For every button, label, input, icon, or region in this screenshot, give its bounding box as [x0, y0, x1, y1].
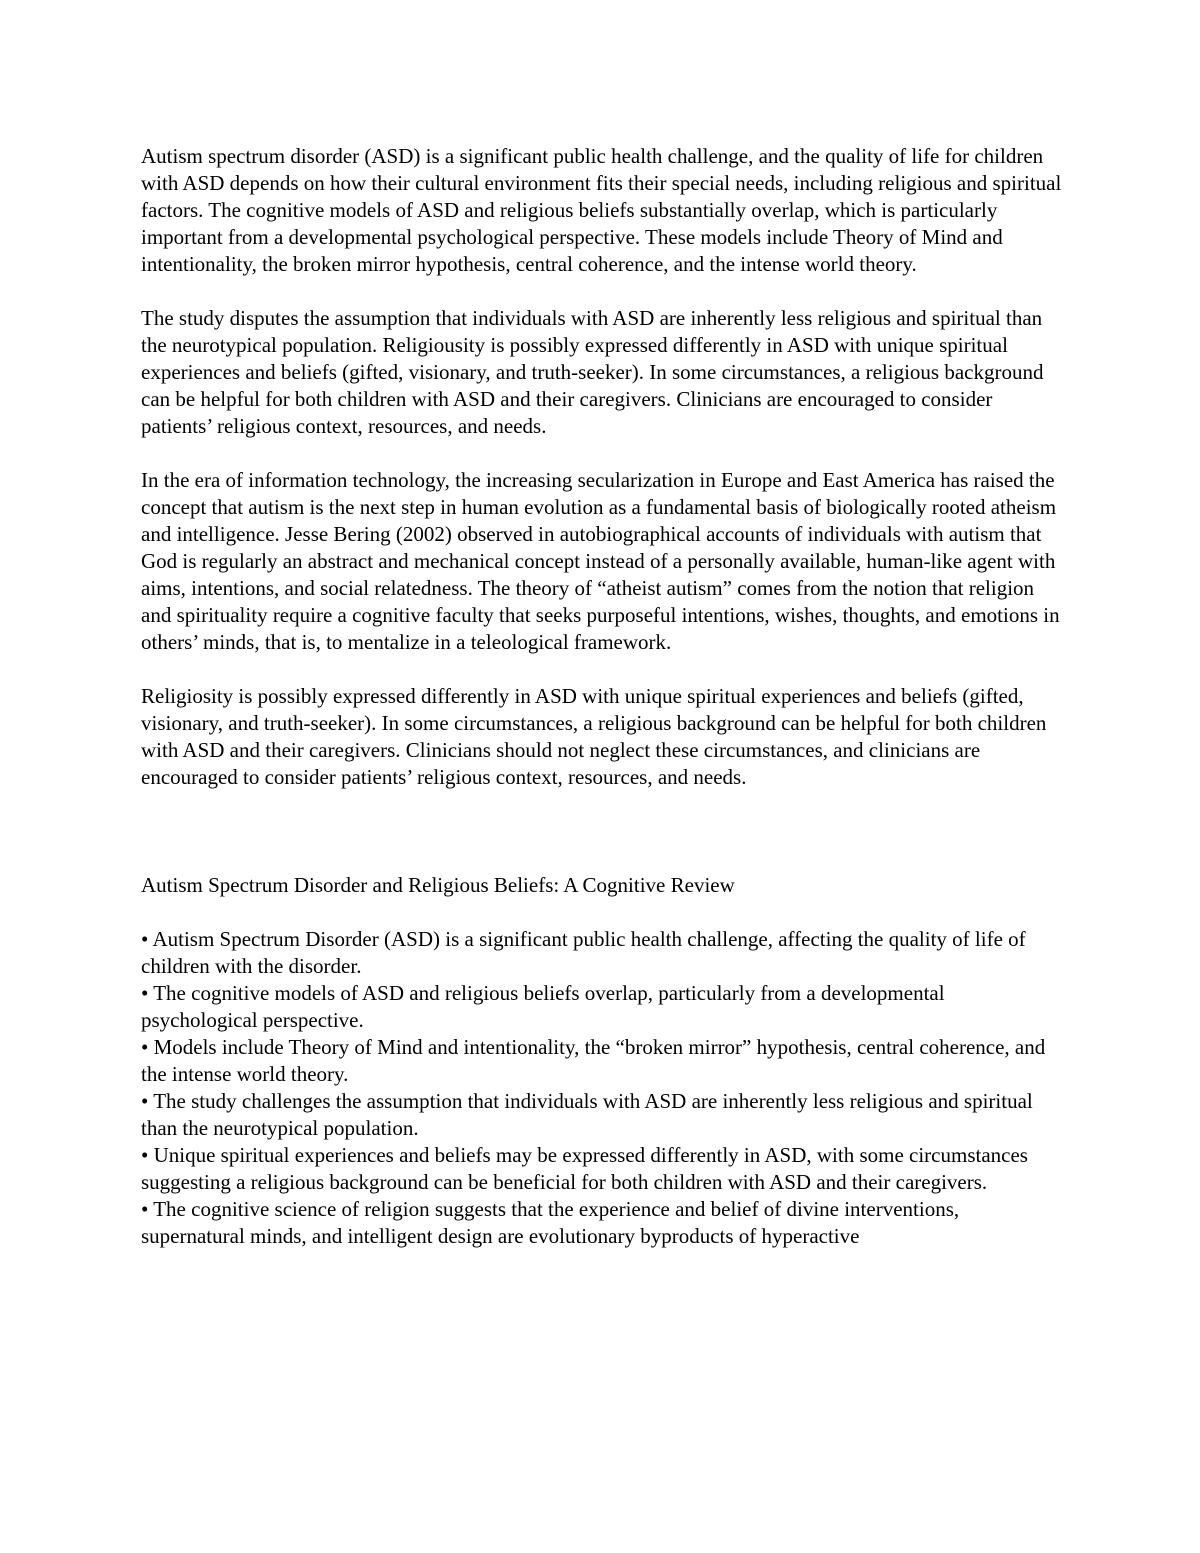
paragraph-3: In the era of information technology, the increasing secularization in Europe and East America has raised the concept that autism is the next step in human evolution as a fundamental basis of biologically rooted atheism and intelligence. Jesse Bering (2002) observed in autobiographical accounts of individuals with autism that God is regularly an abstract and mechanical concept instead of a personally available, human-like agent with aims, intentions, and social relatedness. The theory of “atheist autism” comes from the notion that religion and spirituality require a cognitive faculty that seeks purposeful intentions, wishes, thoughts, and emotions in others’ minds, that is, to mentalize in a teleological framework. [141, 468, 1060, 654]
paragraph-2: The study disputes the assumption that individuals with ASD are inherently less religious and spiritual than the neurotypical population. Religiousity is possibly expressed differently in ASD with unique spiritual experiences and beliefs (gifted, visionary, and truth-seeker). In some circumstances, a religious background can be helpful for both children with ASD and their caregivers. Clinicians are encouraged to consider patients’ religious context, resources, and needs. [141, 306, 1044, 438]
summary-bullet: • The cognitive models of ASD and religious beliefs overlap, particularly from a developmental psychological perspective. [141, 981, 945, 1032]
section-spacer [141, 818, 1066, 872]
document-body [141, 143, 1066, 1250]
summary-bullet: • The cognitive science of religion suggests that the experience and belief of divine interventions, supernatural minds, and intelligent design are evolutionary byproducts of hyperactive [141, 1197, 960, 1248]
summary-bullet: • Unique spiritual experiences and beliefs may be expressed differently in ASD, with some circumstances suggesting a religious background can be beneficial for both children with ASD and their caregivers. [141, 1143, 1028, 1194]
summary-bullet: • The study challenges the assumption that individuals with ASD are inherently less religious and spiritual than the neurotypical population. [141, 1089, 1033, 1140]
summary-bullet: • Models include Theory of Mind and intentionality, the “broken mirror” hypothesis, central coherence, and the intense world theory. [141, 1035, 1046, 1086]
paragraph-4: Religiosity is possibly expressed differently in ASD with unique spiritual experiences and beliefs (gifted, visionary, and truth-seeker). In some circumstances, a religious background can be helpful for both children with ASD and their caregivers. Clinicians should not neglect these circumstances, and clinicians are encouraged to consider patients’ religious context, resources, and needs. [141, 684, 1047, 789]
summary-title: Autism Spectrum Disorder and Religious Beliefs: A Cognitive Review [141, 873, 735, 897]
summary-bullet-list [141, 926, 1066, 1250]
summary-bullet: • Autism Spectrum Disorder (ASD) is a significant public health challenge, affecting the quality of life of children with the disorder. [141, 927, 1026, 978]
paragraph-1: Autism spectrum disorder (ASD) is a significant public health challenge, and the quality of life for children with ASD depends on how their cultural environment fits their special needs, including religious and spiritual factors. The cognitive models of ASD and religious beliefs substantially overlap, which is particularly important from a developmental psychological perspective. These models include Theory of Mind and intentionality, the broken mirror hypothesis, central coherence, and the intense world theory. [141, 144, 1062, 276]
